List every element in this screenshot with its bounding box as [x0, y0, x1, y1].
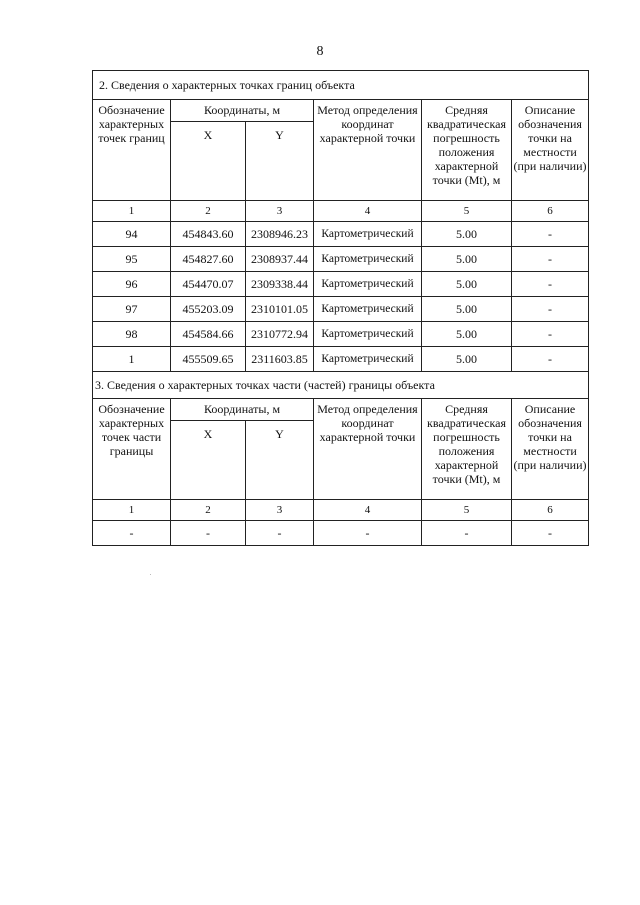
x-coordinate-cell: 455509.65: [171, 347, 246, 372]
section3-coords-header: Координаты, м: [171, 399, 314, 421]
page-number: 8: [316, 44, 324, 59]
section3-x-header: X: [171, 421, 246, 500]
accuracy-cell: 5.00: [422, 322, 512, 347]
column-number: 3: [246, 201, 314, 222]
section2-x-header: X: [171, 122, 246, 201]
column-number: 6: [512, 500, 589, 521]
y-coordinate-cell: 2308946.23: [246, 222, 314, 247]
point-cell: 96: [93, 272, 171, 297]
section2-designation-header: Обозначение характерных точек границ: [93, 100, 171, 201]
section2-description-header: Описание обозначения точки на местности (при наличии): [512, 100, 589, 201]
x-coordinate-cell: -: [171, 521, 246, 546]
section2-method-header: Метод определения координат характерной точки: [314, 100, 422, 201]
x-coordinate-cell: 455203.09: [171, 297, 246, 322]
description-cell: -: [512, 297, 589, 322]
description-cell: -: [512, 222, 589, 247]
table-row: [93, 222, 589, 247]
x-coordinate-cell: 454843.60: [171, 222, 246, 247]
method-cell: Картометрический: [314, 222, 422, 247]
accuracy-cell: 5.00: [422, 272, 512, 297]
description-cell: -: [512, 247, 589, 272]
y-coordinate-cell: 2311603.85: [246, 347, 314, 372]
y-coordinate-cell: -: [246, 521, 314, 546]
column-number: 2: [171, 500, 246, 521]
x-coordinate-cell: 454827.60: [171, 247, 246, 272]
y-coordinate-cell: 2310101.05: [246, 297, 314, 322]
section2-y-header: Y: [246, 122, 314, 201]
column-number: 5: [422, 201, 512, 222]
point-cell: 98: [93, 322, 171, 347]
description-cell: -: [512, 322, 589, 347]
column-number: 5: [422, 500, 512, 521]
section2-accuracy-header: Средняя квадратическая погрешность положения характерной точки (Mt), м: [422, 100, 512, 201]
x-coordinate-cell: 454470.07: [171, 272, 246, 297]
table-row: [93, 272, 589, 297]
y-coordinate-cell: 2310772.94: [246, 322, 314, 347]
section3-method-header: Метод определения координат характерной точки: [314, 399, 422, 500]
method-cell: Картометрический: [314, 347, 422, 372]
description-cell: -: [512, 347, 589, 372]
column-number: 4: [314, 500, 422, 521]
x-coordinate-cell: 454584.66: [171, 322, 246, 347]
method-cell: Картометрический: [314, 247, 422, 272]
table-row: [93, 322, 589, 347]
accuracy-cell: 5.00: [422, 247, 512, 272]
section3-header-row: [93, 399, 589, 421]
point-cell: 95: [93, 247, 171, 272]
section2-column-numbers-row: [93, 201, 589, 222]
column-number: 3: [246, 500, 314, 521]
point-cell: -: [93, 521, 171, 546]
scan-speck: [150, 574, 151, 575]
section2-header-row: [93, 100, 589, 122]
method-cell: Картометрический: [314, 272, 422, 297]
section3-title-row: [93, 372, 589, 399]
column-number: 4: [314, 201, 422, 222]
method-cell: -: [314, 521, 422, 546]
column-number: 1: [93, 201, 171, 222]
accuracy-cell: 5.00: [422, 222, 512, 247]
section2-coords-header: Координаты, м: [171, 100, 314, 122]
table-row: [93, 521, 589, 546]
section3-column-numbers-row: [93, 500, 589, 521]
point-cell: 97: [93, 297, 171, 322]
column-number: 6: [512, 201, 589, 222]
section3-title: 3. Сведения о характерных точках части (частей) границы объекта: [93, 372, 589, 399]
section3-description-header: Описание обозначения точки на местности (при наличии): [512, 399, 589, 500]
section3-accuracy-header: Средняя квадратическая погрешность положения характерной точки (Mt), м: [422, 399, 512, 500]
method-cell: Картометрический: [314, 297, 422, 322]
method-cell: Картометрический: [314, 322, 422, 347]
description-cell: -: [512, 521, 589, 546]
accuracy-cell: 5.00: [422, 347, 512, 372]
section3-y-header: Y: [246, 421, 314, 500]
point-cell: 94: [93, 222, 171, 247]
section2-title: 2. Сведения о характерных точках границ объекта: [93, 71, 589, 100]
accuracy-cell: -: [422, 521, 512, 546]
point-cell: 1: [93, 347, 171, 372]
table-row: [93, 247, 589, 272]
y-coordinate-cell: 2309338.44: [246, 272, 314, 297]
boundary-points-table: [92, 70, 589, 546]
table-row: [93, 297, 589, 322]
column-number: 2: [171, 201, 246, 222]
section2-title-row: [93, 71, 589, 100]
table-row: [93, 347, 589, 372]
description-cell: -: [512, 272, 589, 297]
accuracy-cell: 5.00: [422, 297, 512, 322]
section3-designation-header: Обозначение характерных точек части границы: [93, 399, 171, 500]
column-number: 1: [93, 500, 171, 521]
y-coordinate-cell: 2308937.44: [246, 247, 314, 272]
